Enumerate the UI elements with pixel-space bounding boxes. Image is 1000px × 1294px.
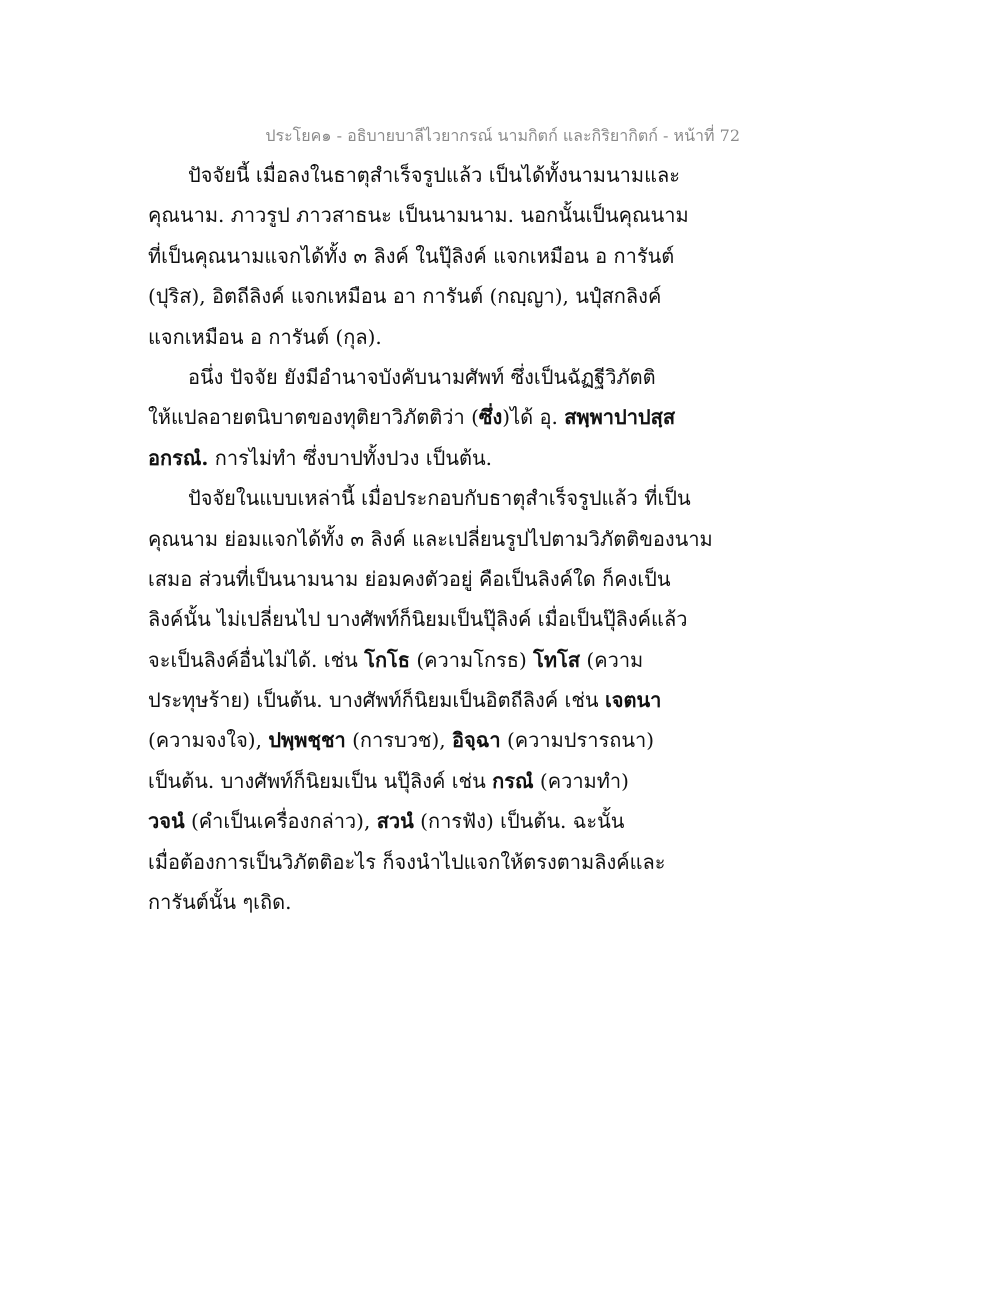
text-line <box>148 200 708 240</box>
text-line <box>148 281 708 321</box>
text-line <box>148 645 708 685</box>
pali-term: สพฺพาปาปสฺส <box>564 405 676 430</box>
text-run: (การบวช), <box>345 728 453 753</box>
text-line <box>148 604 708 644</box>
text-line <box>148 443 708 483</box>
text-run: (การฟัง) เป็นต้น. ฉะนั้น <box>413 809 625 834</box>
pali-term: สวนํ <box>376 809 414 834</box>
text-run: อนึ่ง ปัจจัย ยังมีอำนาจบังคับนามศัพท์ ซึ่งเป็นฉัฏฐีวิภัตติ <box>188 364 656 389</box>
text-run: (ความทำ) <box>533 768 629 793</box>
text-run: ลิงค์นั้น ไม่เปลี่ยนไป บางศัพท์ก็นิยมเป็นปุ๊ลิงค์ เมื่อเป็นปุ๊ลิงค์แล้ว <box>148 607 688 632</box>
text-run: เมื่อต้องการเป็นวิภัตติอะไร ก็จงนำไปแจกให้ตรงตามลิงค์และ <box>148 849 666 874</box>
text-line <box>148 402 708 442</box>
text-run: (ความโกรธ) <box>410 647 534 672</box>
pali-term: ปพฺพชฺชา <box>268 728 346 753</box>
text-run: คุณนาม. ภาวรูป ภาวสาธนะ เป็นนามนาม. นอกนั้นเป็นคุณนาม <box>148 203 689 228</box>
text-line <box>148 847 708 887</box>
text-line <box>148 483 708 523</box>
text-line <box>148 322 708 362</box>
text-run: ที่เป็นคุณนามแจกได้ทั้ง ๓ ลิงค์ ในปุ๊ลิงค์ แจกเหมือน อ การันต์ <box>148 243 675 268</box>
text-run: (ความจงใจ), <box>148 728 269 753</box>
text-line <box>148 806 708 846</box>
text-line <box>148 685 708 725</box>
body-text <box>148 160 713 927</box>
text-line <box>148 564 708 604</box>
pali-term: อิจฺฉา <box>452 728 501 753</box>
text-run: การไม่ทำ ซึ่งบาปทั้งปวง เป็นต้น. <box>208 445 493 470</box>
text-run: การันต์นั้น ๆเถิด. <box>148 890 292 915</box>
pali-term: โกโธ <box>364 647 411 672</box>
pali-term: วจนํ <box>148 809 185 834</box>
text-run: จะเป็นลิงค์อื่นไม่ได้. เช่น <box>148 647 365 672</box>
text-run: เสมอ ส่วนที่เป็นนามนาม ย่อมคงตัวอยู่ คือเป็นลิงค์ใด ก็คงเป็น <box>148 566 671 591</box>
text-run: ปัจจัยนี้ เมื่อลงในธาตุสำเร็จรูปแล้ว เป็นได้ทั้งนามนามและ <box>188 163 680 187</box>
text-line <box>148 887 708 927</box>
text-run: แจกเหมือน อ การันต์ (กุล). <box>148 324 382 349</box>
pali-term: โทโส <box>533 647 581 672</box>
pali-term: เจตนา <box>604 688 662 713</box>
text-line <box>148 160 708 200</box>
text-line <box>148 766 708 806</box>
text-run: เป็นต้น. บางศัพท์ก็นิยมเป็น นปุ๊ลิงค์ เช่น <box>148 768 493 793</box>
text-run: (ความ <box>580 647 644 672</box>
text-run: ประทุษร้าย) เป็นต้น. บางศัพท์ก็นิยมเป็นอิตถีลิงค์ เช่น <box>148 688 605 713</box>
text-run: (ความปรารถนา) <box>500 728 655 753</box>
text-run: )ได้ อุ. <box>502 405 565 430</box>
page-header: ประโยค๑ - อธิบายบาลีไวยากรณ์ นามกิตก์ และกิริยากิตก์ - หน้าที่ 72 <box>265 126 740 145</box>
text-run: ให้แปลอายตนิบาตของทุติยาวิภัตติว่า ( <box>148 405 479 430</box>
text-run: คุณนาม ย่อมแจกได้ทั้ง ๓ ลิงค์ และเปลี่ยนรูปไปตามวิภัตติของนาม <box>148 526 713 551</box>
text-line <box>148 725 708 765</box>
text-line <box>148 524 713 564</box>
pali-term: อกรณํ. <box>148 445 209 470</box>
text-run: (ปุริส), อิตถีลิงค์ แจกเหมือน อา การันต์ (กญฺญา), นปุํสกลิงค์ <box>148 284 662 309</box>
pali-term: ซึ่ง <box>478 405 503 430</box>
text-line <box>148 362 708 402</box>
text-run: (คำเป็นเครื่องกล่าว), <box>184 809 377 834</box>
text-run: ปัจจัยในแบบเหล่านี้ เมื่อประกอบกับธาตุสำเร็จรูปแล้ว ที่เป็น <box>188 486 691 511</box>
text-line <box>148 241 708 281</box>
pali-term: กรณํ <box>492 768 534 793</box>
